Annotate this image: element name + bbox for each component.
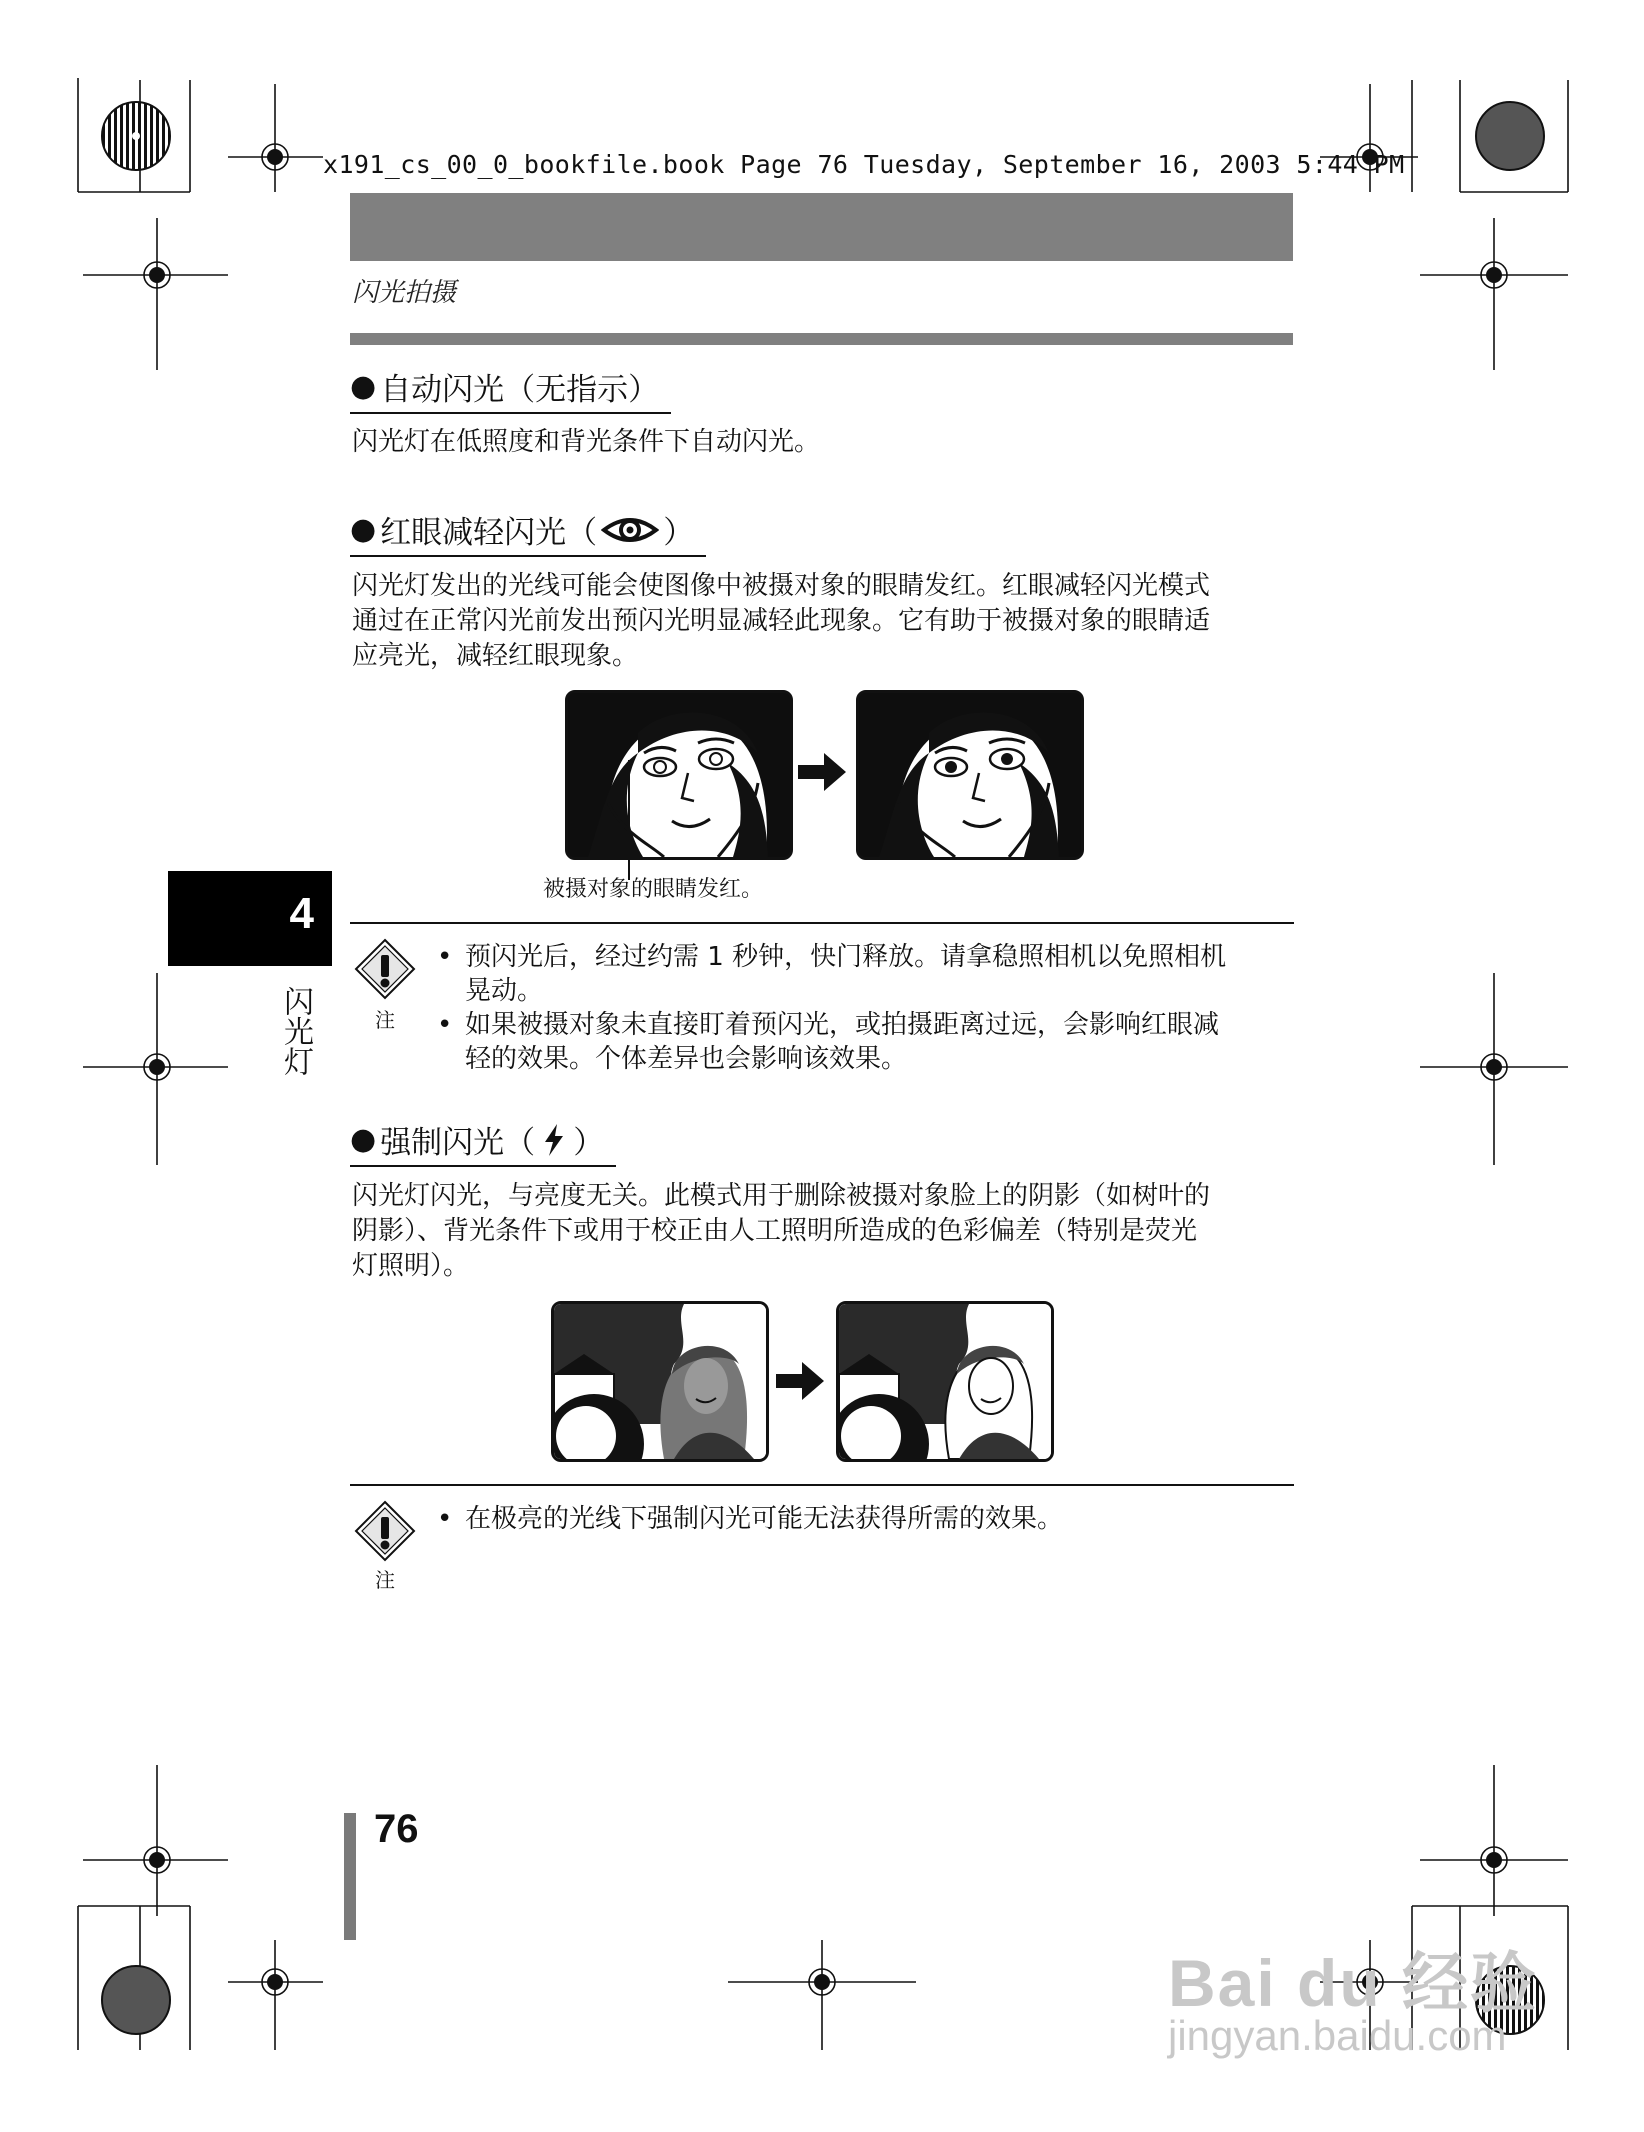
redeye-notes: [437, 940, 1299, 1076]
heading-redeye-text-post: ）: [663, 515, 695, 551]
redeye-body-line: 应亮光，减轻红眼现象。: [352, 641, 639, 671]
redeye-caption: 被摄对象的眼睛发红。: [543, 877, 764, 902]
fill-body-line: 闪光灯闪光，与亮度无关。此模式用于删除被摄对象脸上的阴影（如树叶的: [352, 1181, 1211, 1211]
redeye-after-illustration: [856, 690, 1084, 860]
chapter-label: 闪光灯: [278, 986, 313, 1076]
redeye-before-illustration: [565, 690, 793, 860]
list-item: [437, 1008, 1299, 1076]
bullet: •: [437, 1010, 453, 1040]
arrow-right-icon: [798, 753, 846, 791]
redeye-body: [352, 569, 1296, 674]
redeye-body-line: 闪光灯发出的光线可能会使图像中被摄对象的眼睛发红。红眼减轻闪光模式: [352, 571, 1211, 601]
fill-body: [352, 1179, 1296, 1284]
watermark-logo: Bai du 经验: [1168, 1946, 1539, 2020]
heading-redeye-flash: [350, 507, 706, 557]
header-rule: [350, 333, 1293, 345]
chapter-number: 4: [289, 889, 314, 938]
note-label: 注: [375, 1568, 395, 1592]
list-item: [437, 1502, 1299, 1536]
bullet: •: [437, 1504, 453, 1534]
chapter-tab: [168, 871, 332, 966]
page-number-bar: [344, 1813, 356, 1940]
heading-redeye-text-pre: 红眼减轻闪光（: [380, 515, 598, 551]
fill-notes: [437, 1502, 1299, 1536]
bullet: •: [437, 942, 453, 972]
bullet-dot: ●: [350, 1122, 377, 1157]
list-item: [437, 940, 1299, 1008]
watermark-url: jingyan.baidu.com: [1168, 2012, 1507, 2059]
header-band: [350, 193, 1293, 261]
heading-fill-text-pre: 强制闪光（: [380, 1125, 536, 1161]
fill-body-line: 灯照明）。: [352, 1251, 470, 1281]
caution-icon: [354, 1500, 416, 1562]
book-file-header: x191_cs_00_0_bookfile.book Page 76 Tuesday, September 16, 2003 5:44 PM: [323, 150, 1405, 179]
note-rule: [350, 922, 1294, 924]
arrow-right-icon: [776, 1362, 824, 1400]
note-text-line: 如果被摄对象未直接盯着预闪光，或拍摄距离过远，会影响红眼减: [465, 1010, 1220, 1040]
note-text-line: 轻的效果。个体差异也会影响该效果。: [465, 1044, 908, 1074]
bullet-dot: ●: [350, 369, 377, 404]
note-text-line: 在极亮的光线下强制闪光可能无法获得所需的效果。: [465, 1504, 1064, 1534]
bullet-dot: ●: [350, 512, 377, 547]
note-rule: [350, 1484, 1294, 1486]
page-number: 76: [374, 1807, 419, 1851]
fill-body-line: 阴影）、背光条件下或用于校正由人工照明所造成的色彩偏差（特别是荧光: [352, 1216, 1198, 1246]
heading-auto-flash-text: 自动闪光（无指示）: [380, 372, 660, 408]
caption-leader-line: [624, 760, 634, 880]
note-text-line: 晃动。: [465, 976, 544, 1006]
heading-fill-flash: [350, 1117, 616, 1167]
heading-fill-text-post: ）: [573, 1125, 605, 1161]
fill-before-illustration: [551, 1301, 769, 1462]
eye-icon: [601, 514, 659, 546]
note-label: 注: [375, 1008, 395, 1032]
fill-after-illustration: [836, 1301, 1054, 1462]
redeye-body-line: 通过在正常闪光前发出预闪光明显减轻此现象。它有助于被摄对象的眼睛适: [352, 606, 1211, 636]
flash-icon: [539, 1123, 569, 1157]
note-text-line: 预闪光后，经过约需 1 秒钟，快门释放。请拿稳照相机以免照相机: [465, 942, 1227, 972]
caution-icon: [354, 938, 416, 1000]
auto-flash-body: 闪光灯在低照度和背光条件下自动闪光。: [352, 427, 821, 457]
heading-auto-flash: [350, 364, 671, 414]
section-label: 闪光拍摄: [352, 278, 457, 308]
